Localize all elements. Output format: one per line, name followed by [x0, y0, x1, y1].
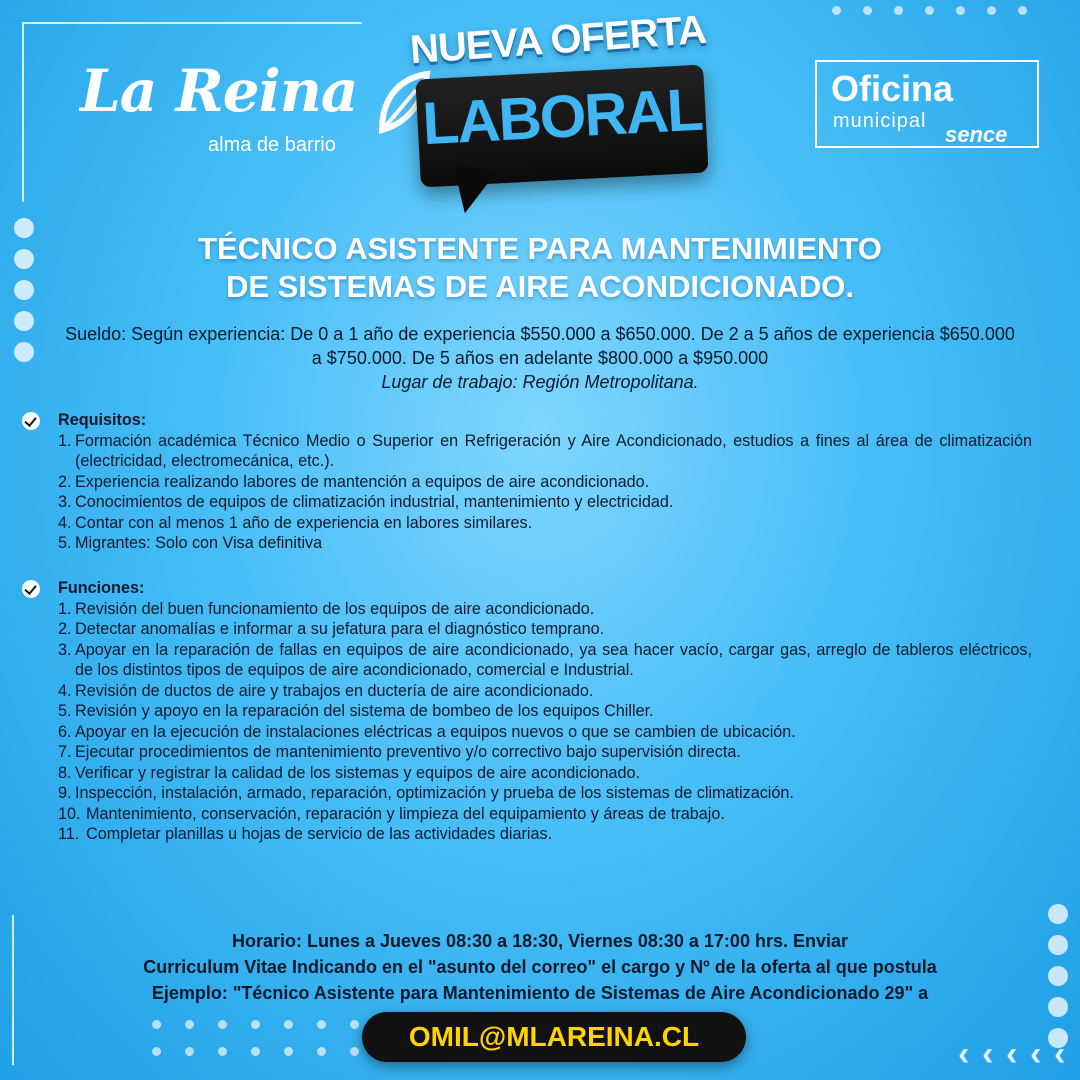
list-item	[22, 431, 1032, 472]
headline-laboral: LABORAL	[420, 75, 704, 158]
item-text: Verificar y registrar la calidad de los sistemas y equipos de aire acondicionado.	[75, 763, 641, 782]
funciones-list	[22, 599, 1032, 845]
item-number: 4.	[58, 681, 72, 700]
oficina-sence-logo	[815, 60, 1039, 148]
list-item	[22, 513, 1032, 534]
item-number: 5.	[58, 702, 72, 720]
item-number: 9.	[58, 784, 72, 802]
job-title	[60, 230, 1020, 306]
frame-line-bottom-left	[12, 915, 14, 1065]
frame-line-top	[22, 22, 362, 24]
logo-tagline: alma de barrio	[208, 134, 336, 156]
headline-nueva-oferta: NUEVA OFERTA	[408, 7, 708, 73]
logo-sence: sence	[945, 122, 1008, 147]
footer-line2: Curriculum Vitae Indicando en el "asunto del correo" el cargo y Nº de la oferta al que postula	[143, 957, 937, 977]
item-number: 6.	[58, 722, 72, 741]
dots-bottom-left	[152, 1020, 392, 1056]
logo-oficina: Oficina	[831, 68, 954, 109]
workplace-value: : Región Metropolitana.	[512, 372, 699, 392]
item-number: 1.	[58, 599, 72, 618]
chevrons-decoration	[958, 1036, 1076, 1072]
chevron-left-icon: ‹	[1006, 1035, 1018, 1073]
list-item	[22, 619, 1032, 640]
chevron-left-icon: ‹	[1030, 1035, 1042, 1073]
item-text: Formación académica Técnico Medio o Superior en Refrigeración y Aire Acondicionado, estudios a fines al área de climatización (electricidad, electromecánica, etc.).	[75, 431, 1032, 470]
salary-text: Sueldo: Según experiencia: De 0 a 1 año de experiencia $550.000 a $650.000. De 2 a 5 años de experiencia $650.000 a $750.000. De 5 años en adelante $800.000 a $950.000	[65, 324, 1015, 368]
item-text: Mantenimiento, conservación, reparación y limpieza del equipamiento y áreas de trabajo.	[86, 804, 725, 823]
item-number: 4.	[58, 513, 72, 532]
list-item	[22, 640, 1032, 681]
check-circle-icon	[22, 580, 40, 598]
workplace	[60, 372, 1020, 393]
chevron-left-icon: ‹	[958, 1035, 970, 1073]
item-number: 3.	[58, 493, 72, 511]
requisitos-list	[22, 431, 1032, 554]
item-text: Conocimientos de equipos de climatización industrial, mantenimiento y electricidad.	[75, 493, 674, 511]
frame-line-left	[22, 22, 24, 202]
list-item	[22, 783, 1032, 804]
item-number: 11.	[58, 825, 80, 843]
list-item	[22, 742, 1032, 763]
item-number: 2.	[58, 472, 72, 491]
item-text: Contar con al menos 1 año de experiencia en labores similares.	[75, 513, 533, 532]
la-reina-logo	[80, 57, 358, 156]
footer-line1: Horario: Lunes a Jueves 08:30 a 18:30, Viernes 08:30 a 17:00 hrs. Enviar	[231, 931, 848, 951]
funciones-section	[22, 578, 1032, 845]
item-text: Revisión de ductos de aire y trabajos en ductería de aire acondicionado.	[75, 681, 594, 700]
list-item	[22, 533, 1032, 554]
item-number: 3.	[58, 640, 72, 659]
list-item	[22, 763, 1032, 784]
item-text: Apoyar en la ejecución de instalaciones eléctricas a equipos nuevos o que se cambien de ubicación.	[75, 722, 796, 741]
list-item	[22, 722, 1032, 743]
email-button[interactable]: OMIL@MLAREINA.CL	[362, 1012, 746, 1062]
item-number: 10.	[58, 804, 81, 823]
item-text: Ejecutar procedimientos de mantenimiento preventivo y/o correctivo bajo supervisión directa.	[75, 743, 741, 761]
dots-top-right	[832, 6, 1027, 15]
workplace-label: Lugar de trabajo	[381, 372, 513, 392]
item-text: Inspección, instalación, armado, reparación, optimización y prueba de los sistemas de climatización.	[75, 784, 794, 802]
item-number: 7.	[58, 743, 72, 761]
item-number: 5.	[58, 534, 72, 552]
item-number: 2.	[58, 620, 72, 638]
requisitos-title: Requisitos:	[58, 411, 147, 429]
requisitos-section	[22, 410, 1032, 554]
footer-instructions	[60, 928, 1020, 1006]
list-item	[22, 824, 1032, 845]
speech-bubble-tail	[447, 165, 497, 217]
item-number: 1.	[58, 431, 72, 450]
list-item	[22, 492, 1032, 513]
item-text: Migrantes: Solo con Visa definitiva	[75, 534, 323, 552]
dots-left	[14, 218, 34, 362]
funciones-title: Funciones:	[58, 579, 145, 597]
item-number: 8.	[58, 763, 72, 782]
list-item	[22, 599, 1032, 620]
item-text: Completar planillas u hojas de servicio de las actividades diarias.	[86, 825, 553, 843]
item-text: Experiencia realizando labores de mantención a equipos de aire acondicionado.	[75, 472, 650, 491]
job-title-line2: DE SISTEMAS DE AIRE ACONDICIONADO.	[225, 269, 855, 304]
list-item	[22, 681, 1032, 702]
item-text: Detectar anomalías e informar a su jefatura para el diagnóstico temprano.	[75, 620, 605, 638]
item-text: Revisión y apoyo en la reparación del sistema de bombeo de los equipos Chiller.	[75, 702, 654, 720]
footer-line3: Ejemplo: "Técnico Asistente para Mantenimiento de Sistemas de Aire Acondicionado 29" a	[151, 983, 929, 1003]
logo-name: La Reina	[80, 57, 358, 125]
item-text: Revisión del buen funcionamiento de los equipos de aire acondicionado.	[75, 599, 595, 618]
job-title-line1: TÉCNICO ASISTENTE PARA MANTENIMIENTO	[198, 231, 882, 266]
check-circle-icon	[22, 412, 40, 430]
dots-right	[1048, 904, 1068, 1048]
chevron-left-icon: ‹	[1054, 1035, 1066, 1073]
logo-municipal: municipal	[833, 110, 927, 132]
list-item	[22, 701, 1032, 722]
item-text: Apoyar en la reparación de fallas en equipos de aire acondicionado, ya sea hacer vacío, cargar gas, arreglo de tableros eléctricos, de los distintos tipos de equipos de aire acondicionado, comercial e Industrial.	[75, 640, 1032, 679]
list-item	[22, 472, 1032, 493]
list-item	[22, 804, 1032, 825]
chevron-left-icon: ‹	[982, 1035, 994, 1073]
